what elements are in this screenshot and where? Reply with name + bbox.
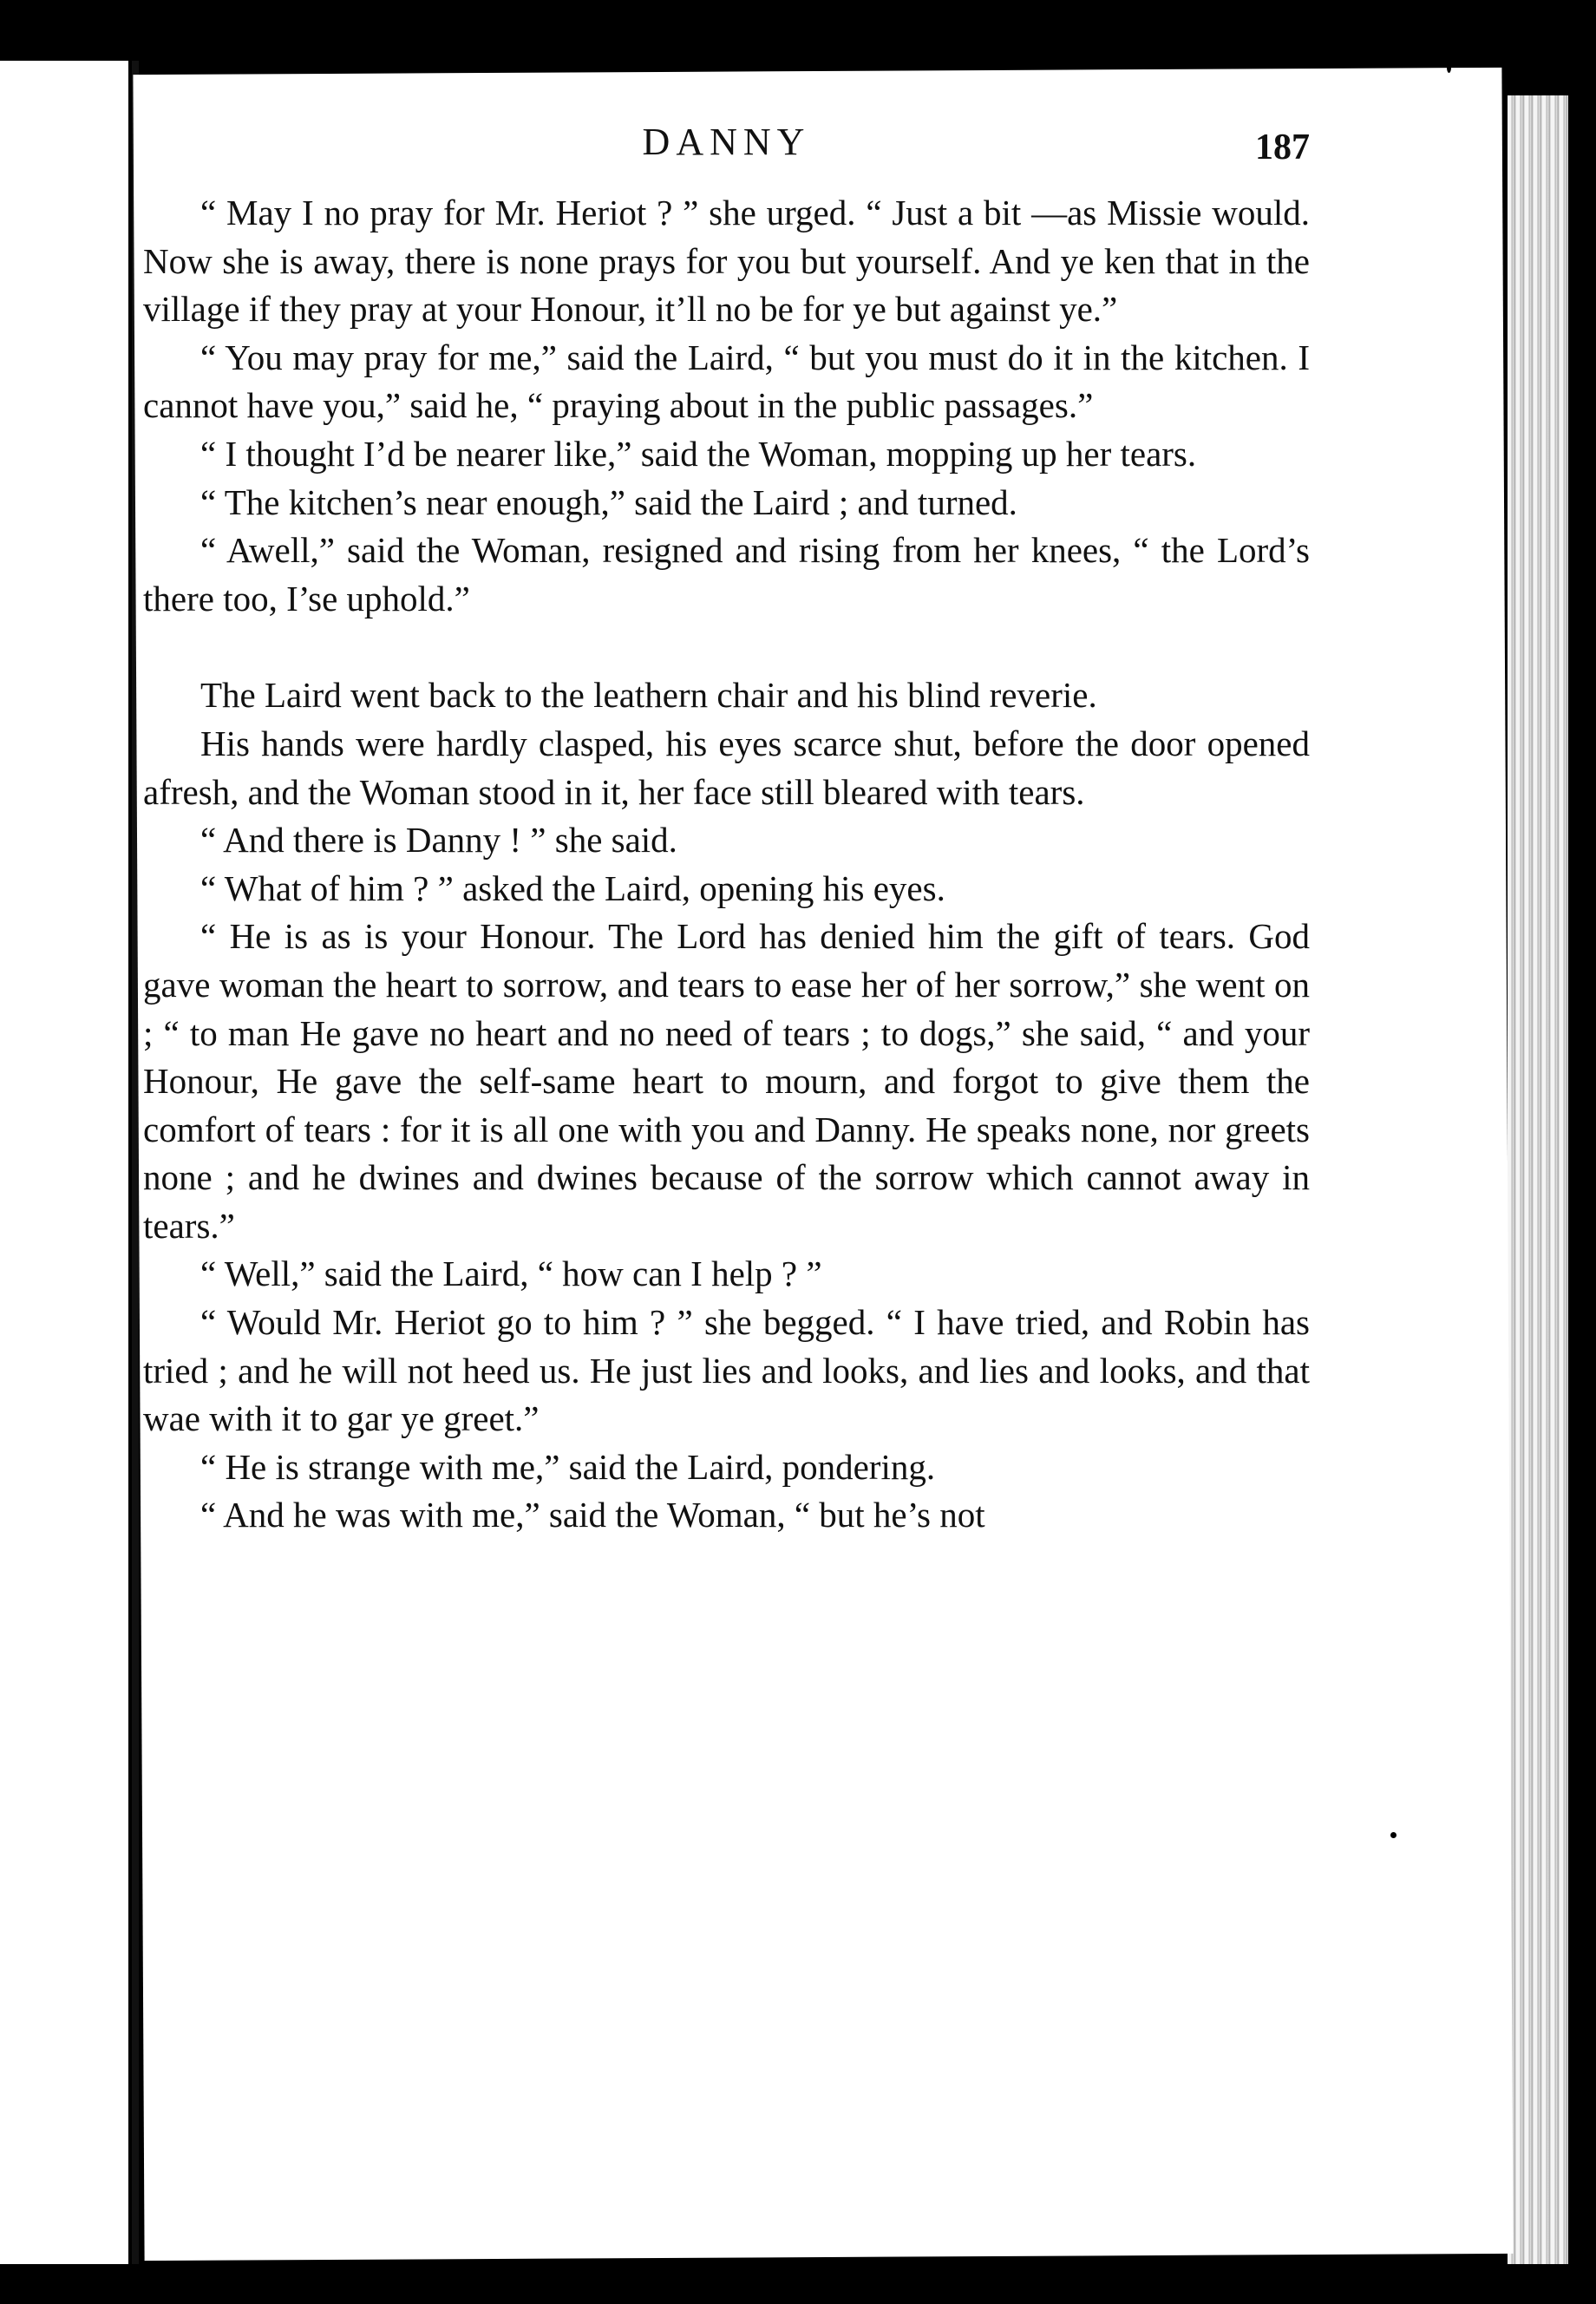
page-header bbox=[143, 120, 1310, 180]
paragraph: “ He is as is your Honour. The Lord has denied him the gift of tears. God gave woman the heart to sorrow, and tears to ease her of her sorrow,” she went on ; “ to man He gave no heart and no need of tears ; to dogs,” she said, “ and your Honour, He gave the self-same heart to mourn, and forgot to give them the comfort of tears : for it is all one with you and Danny. He speaks none, nor greets none ; and he dwines and dwines because of the sorrow which cannot away in tears.” bbox=[143, 916, 1310, 1246]
scan-speck bbox=[1141, 35, 1147, 47]
paragraph: His hands were hardly clasped, his eyes scarce shut, before the door opened afresh, and the Woman stood in it, her face still bleared with tears. bbox=[143, 723, 1310, 812]
paragraph: “ You may pray for me,” said the Laird, “ but you must do it in the kitchen. I cannot have you,” said he, “ praying about in the public passages.” bbox=[143, 337, 1310, 426]
paragraph: “ And there is Danny ! ” she said. bbox=[200, 820, 677, 861]
paragraph: “ Awell,” said the Woman, resigned and rising from her knees, “ the Lord’s there too, I’se uphold.” bbox=[143, 530, 1310, 619]
paragraph: “ The kitchen’s near enough,” said the Laird ; and turned. bbox=[200, 481, 1017, 522]
paragraph: “ I thought I’d be nearer like,” said the Woman, mopping up her tears. bbox=[200, 433, 1197, 474]
paragraph: “ Would Mr. Heriot go to him ? ” she begged. “ I have tried, and Robin has tried ; and he will not heed us. He just lies and looks, and lies and looks, and that wae with it to gar ye greet.” bbox=[143, 1302, 1310, 1439]
paragraph: “ What of him ? ” asked the Laird, opening his eyes. bbox=[200, 867, 945, 908]
paragraph: “ He is strange with me,” said the Laird, pondering. bbox=[200, 1446, 936, 1487]
paragraph: “ May I no pray for Mr. Heriot ? ” she urged. “ Just a bit —as Missie would. Now she is away, there is none prays for you but yourself. And ye ken that in the village if they pray at your Honour, it’ll no be for ye but against ye.” bbox=[143, 193, 1310, 330]
page-number: 187 bbox=[1255, 128, 1310, 167]
scan-speck bbox=[1447, 62, 1451, 73]
paragraph: “ Well,” said the Laird, “ how can I help ? ” bbox=[200, 1253, 822, 1294]
body-text bbox=[143, 189, 1310, 1540]
facing-page-edge bbox=[0, 61, 128, 2264]
paragraph: The Laird went back to the leathern chair and his blind reverie. bbox=[200, 675, 1097, 716]
running-title: DANNY bbox=[642, 121, 811, 163]
paragraph: “ And he was with me,” said the Woman, “ but he’s not bbox=[200, 1495, 985, 1535]
scan-speck bbox=[1390, 1832, 1396, 1838]
page-edges bbox=[1508, 95, 1568, 2264]
